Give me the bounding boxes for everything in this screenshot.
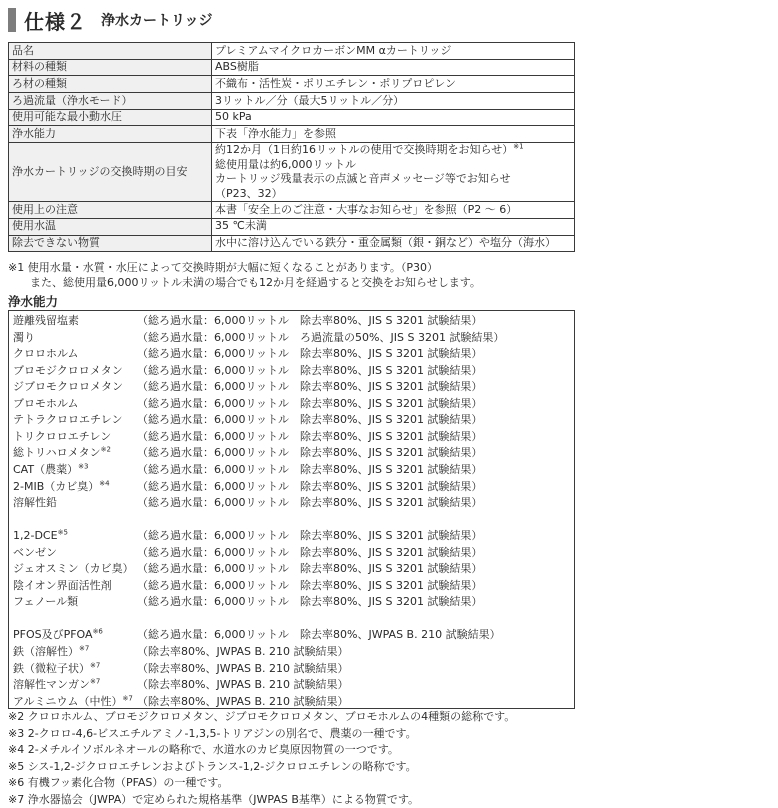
spec-value-text: プレミアムマイクロカーボンMM αカートリッジ xyxy=(215,44,451,57)
spec-row xyxy=(9,126,575,143)
substance-label: 鉄（微粒子状） xyxy=(13,662,90,675)
capacity-row xyxy=(13,677,349,693)
footnote-mark: ※5 xyxy=(58,528,68,536)
spec-value-text: 約12か月（1日約16リットルの使用で交換時期をお知らせ） xyxy=(215,143,513,156)
spec-key: 使用上の注意 xyxy=(9,202,212,219)
substance-detail: （総ろ過水量：6,000リットル 除去率80%、JIS S 3201 試験結果） xyxy=(137,380,482,393)
substance-name xyxy=(13,677,137,693)
substance-label: ジェオスミン（カビ臭） xyxy=(13,562,134,575)
spec-value-line xyxy=(215,236,571,251)
spec-value xyxy=(212,59,575,76)
footnote-mark: ※2 xyxy=(101,446,111,454)
substance-detail: （除去率80%、JWPAS B. 210 試験結果） xyxy=(137,695,349,708)
spec-value xyxy=(212,76,575,93)
capacity-row xyxy=(13,462,482,478)
substance-label: 2-MIB（カビ臭） xyxy=(13,480,99,493)
spec-value-line xyxy=(215,143,571,158)
substance-detail: （除去率80%、JWPAS B. 210 試験結果） xyxy=(137,662,349,675)
capacity-row xyxy=(13,330,504,346)
spec-value-text: 下表「浄水能力」を参照 xyxy=(215,127,336,140)
spec-row xyxy=(9,93,575,110)
spec-note-line: ※1 使用水量・水質・水圧によって交換時期が大幅に短くなることがあります。（P30） xyxy=(8,260,481,275)
footnote: ※6 有機フッ素化合物（PFAS）の一種です。 xyxy=(8,775,515,792)
capacity-row xyxy=(13,479,482,495)
spec-value-line xyxy=(215,94,571,109)
substance-label: CAT（農薬） xyxy=(13,463,78,476)
substance-name xyxy=(13,363,137,379)
footnote-mark: ※6 xyxy=(93,628,103,636)
substance-detail: （総ろ過水量：6,000リットル 除去率80%、JIS S 3201 試験結果） xyxy=(137,446,482,459)
spec-value-line xyxy=(215,219,571,234)
substance-detail: （総ろ過水量：6,000リットル 除去率80%、JIS S 3201 試験結果） xyxy=(137,314,482,327)
spec-value-line xyxy=(215,60,571,75)
spec-value xyxy=(212,126,575,143)
footnote: ※2 クロロホルム、ブロモジクロロメタン、ジブロモクロロメタン、ブロモホルムの4種類の総称です。 xyxy=(8,709,515,726)
substance-label: フェノール類 xyxy=(13,595,78,608)
capacity-row xyxy=(13,545,482,561)
spec-row xyxy=(9,218,575,235)
spec-value-line xyxy=(215,77,571,92)
spec-value-text: 35 ℃未満 xyxy=(215,219,267,232)
spec-value-text: 本書「安全上のご注意・大事なお知らせ」を参照（P2 ～ 6） xyxy=(215,203,517,216)
footnote: ※7 浄水器協会（JWPA）で定められた規格基準（JWPAS B基準）による物質です。 xyxy=(8,792,515,808)
spec-key: 浄水カートリッジの交換時期の目安 xyxy=(9,143,212,202)
substance-name xyxy=(13,445,137,461)
spec-value xyxy=(212,43,575,60)
spec-key: ろ材の種類 xyxy=(9,76,212,93)
substance-label: ジブロモクロロメタン xyxy=(13,380,123,393)
substance-name xyxy=(13,429,137,445)
spec-row xyxy=(9,109,575,126)
capacity-row xyxy=(13,661,349,677)
capacity-row xyxy=(13,644,349,660)
footnote-mark: ※3 xyxy=(78,462,88,470)
spec-value-line xyxy=(215,158,571,173)
substance-name xyxy=(13,379,137,395)
substance-name xyxy=(13,346,137,362)
spec-value xyxy=(212,93,575,110)
spec-key: 材料の種類 xyxy=(9,59,212,76)
spec-note-line: また、総使用量6,000リットル未満の場合でも12か月を経過すると交換をお知らせします。 xyxy=(8,275,481,290)
section-subtitle: 浄水カートリッジ xyxy=(101,10,212,30)
spec-row xyxy=(9,43,575,60)
capacity-row xyxy=(13,512,137,528)
spec-value-line xyxy=(215,44,571,59)
footnotes xyxy=(8,709,515,808)
capacity-row xyxy=(13,578,482,594)
spec-key: 使用可能な最小動水圧 xyxy=(9,109,212,126)
spec-value-text: カートリッジ残量表示の点滅と音声メッセージ等でお知らせ xyxy=(215,172,511,185)
substance-detail: （総ろ過水量：6,000リットル 除去率80%、JIS S 3201 試験結果） xyxy=(137,480,482,493)
substance-label: 溶解性鉛 xyxy=(13,496,57,509)
capacity-row xyxy=(13,611,137,627)
capacity-row xyxy=(13,561,482,577)
substance-label: 鉄（溶解性） xyxy=(13,645,79,658)
substance-name xyxy=(13,644,137,660)
capacity-row xyxy=(13,396,482,412)
substance-label: 総トリハロメタン xyxy=(13,446,101,459)
spec-key: 浄水能力 xyxy=(9,126,212,143)
spec-table xyxy=(8,42,575,252)
substance-label: アルミニウム（中性） xyxy=(13,695,122,708)
substance-detail: （総ろ過水量：6,000リットル 除去率80%、JIS S 3201 試験結果） xyxy=(137,595,482,608)
substance-name xyxy=(13,528,137,544)
substance-label: 濁り xyxy=(13,331,35,344)
substance-name xyxy=(13,396,137,412)
substance-detail: （除去率80%、JWPAS B. 210 試験結果） xyxy=(137,678,349,691)
substance-name xyxy=(13,594,137,610)
capacity-row xyxy=(13,694,349,710)
substance-detail: （総ろ過水量：6,000リットル 除去率80%、JIS S 3201 試験結果） xyxy=(137,562,482,575)
substance-name xyxy=(13,412,137,428)
capacity-row xyxy=(13,495,482,511)
spec-key: 使用水温 xyxy=(9,218,212,235)
substance-label: ベンゼン xyxy=(13,546,57,559)
substance-name xyxy=(13,479,137,495)
spec-value-line xyxy=(215,127,571,142)
substance-detail: （総ろ過水量：6,000リットル 除去率80%、JIS S 3201 試験結果） xyxy=(137,579,482,592)
footnote-mark: ※7 xyxy=(79,644,89,652)
header-bar xyxy=(8,8,16,32)
footnote-mark: ※1 xyxy=(513,143,523,151)
footnote: ※5 シス-1,2-ジクロロエチレンおよびトランス-1,2-ジクロロエチレンの略称です。 xyxy=(8,759,515,776)
spec-row xyxy=(9,59,575,76)
substance-label: 遊離残留塩素 xyxy=(13,314,79,327)
substance-label: ブロモジクロロメタン xyxy=(13,364,123,377)
spec-value xyxy=(212,109,575,126)
substance-name xyxy=(13,694,137,710)
substance-name xyxy=(13,313,137,329)
section-header xyxy=(8,8,212,32)
spec-value-text: 総使用量は約6,000リットル xyxy=(215,158,356,171)
spec-value-text: 水中に溶け込んでいる鉄分・重金属類（銀・銅など）や塩分（海水） xyxy=(215,236,556,249)
capacity-list xyxy=(8,310,575,709)
substance-label: 陰イオン界面活性剤 xyxy=(13,579,112,592)
spec-row xyxy=(9,235,575,252)
spec-value-text: ABS樹脂 xyxy=(215,60,259,73)
capacity-row xyxy=(13,346,482,362)
footnote-mark: ※7 xyxy=(90,661,100,669)
substance-name xyxy=(13,627,137,643)
capacity-row xyxy=(13,445,482,461)
spec-value-text: 不織布・活性炭・ポリエチレン・ポリプロピレン xyxy=(215,77,456,90)
spec-value xyxy=(212,235,575,252)
capacity-row xyxy=(13,379,482,395)
substance-detail: （総ろ過水量：6,000リットル 除去率80%、JIS S 3201 試験結果） xyxy=(137,529,482,542)
capacity-row xyxy=(13,412,482,428)
substance-detail: （除去率80%、JWPAS B. 210 試験結果） xyxy=(137,645,349,658)
footnote: ※4 2-メチルイソボルネオールの略称で、水道水のカビ臭原因物質の一つです。 xyxy=(8,742,515,759)
substance-label: PFOS及びPFOA xyxy=(13,628,93,641)
substance-detail: （総ろ過水量：6,000リットル 除去率80%、JIS S 3201 試験結果） xyxy=(137,430,482,443)
capacity-row xyxy=(13,313,482,329)
substance-name xyxy=(13,561,137,577)
substance-name xyxy=(13,495,137,511)
capacity-row xyxy=(13,429,482,445)
substance-detail: （総ろ過水量：6,000リットル 除去率80%、JIS S 3201 試験結果） xyxy=(137,397,482,410)
spec-value-text: （P23、32） xyxy=(215,187,283,200)
spec-key: 品名 xyxy=(9,43,212,60)
spec-row xyxy=(9,202,575,219)
substance-name xyxy=(13,545,137,561)
spec-row xyxy=(9,143,575,202)
substance-label: トリクロロエチレン xyxy=(13,430,111,443)
substance-name xyxy=(13,462,137,478)
substance-detail: （総ろ過水量：6,000リットル 除去率80%、JIS S 3201 試験結果） xyxy=(137,496,482,509)
spec-value-text: 3リットル／分（最大5リットル／分） xyxy=(215,94,404,107)
substance-detail: （総ろ過水量：6,000リットル 除去率80%、JIS S 3201 試験結果） xyxy=(137,413,482,426)
substance-label: 溶解性マンガン xyxy=(13,678,90,691)
capacity-row xyxy=(13,627,501,643)
spec-value xyxy=(212,202,575,219)
spec-key: ろ過流量（浄水モード） xyxy=(9,93,212,110)
spec-value xyxy=(212,218,575,235)
footnote-mark: ※7 xyxy=(122,694,132,702)
substance-name xyxy=(13,330,137,346)
footnote: ※3 2-クロロ-4,6-ビスエチルアミノ-1,3,5-トリアジンの別名で、農薬の一種です。 xyxy=(8,726,515,743)
substance-label: クロロホルム xyxy=(13,347,79,360)
substance-detail: （総ろ過水量：6,000リットル 除去率80%、JIS S 3201 試験結果） xyxy=(137,347,482,360)
capacity-row xyxy=(13,594,482,610)
capacity-row xyxy=(13,528,482,544)
footnote-mark: ※7 xyxy=(90,677,100,685)
substance-label: ブロモホルム xyxy=(13,397,79,410)
section-title: 仕様２ xyxy=(24,6,87,35)
substance-detail: （総ろ過水量：6,000リットル ろ過流量の50%、JIS S 3201 試験結果） xyxy=(137,331,504,344)
substance-label: テトラクロロエチレン xyxy=(13,413,123,426)
capacity-row xyxy=(13,363,482,379)
substance-detail: （総ろ過水量：6,000リットル 除去率80%、JIS S 3201 試験結果） xyxy=(137,546,482,559)
spec-note xyxy=(8,260,481,290)
spec-value-line xyxy=(215,203,571,218)
spec-value-line xyxy=(215,187,571,202)
spec-row xyxy=(9,76,575,93)
substance-detail: （総ろ過水量：6,000リットル 除去率80%、JIS S 3201 試験結果） xyxy=(137,364,482,377)
substance-detail: （総ろ過水量：6,000リットル 除去率80%、JIS S 3201 試験結果） xyxy=(137,463,482,476)
spec-value-line xyxy=(215,110,571,125)
substance-name xyxy=(13,578,137,594)
footnote-mark: ※4 xyxy=(99,479,109,487)
substance-name xyxy=(13,661,137,677)
spec-value xyxy=(212,143,575,202)
capacity-heading: 浄水能力 xyxy=(8,292,58,310)
spec-value-text: 50 kPa xyxy=(215,110,252,123)
spec-value-line xyxy=(215,172,571,187)
substance-detail: （総ろ過水量：6,000リットル 除去率80%、JWPAS B. 210 試験結果） xyxy=(137,628,501,641)
substance-label: 1,2-DCE xyxy=(13,529,58,542)
spec-key: 除去できない物質 xyxy=(9,235,212,252)
